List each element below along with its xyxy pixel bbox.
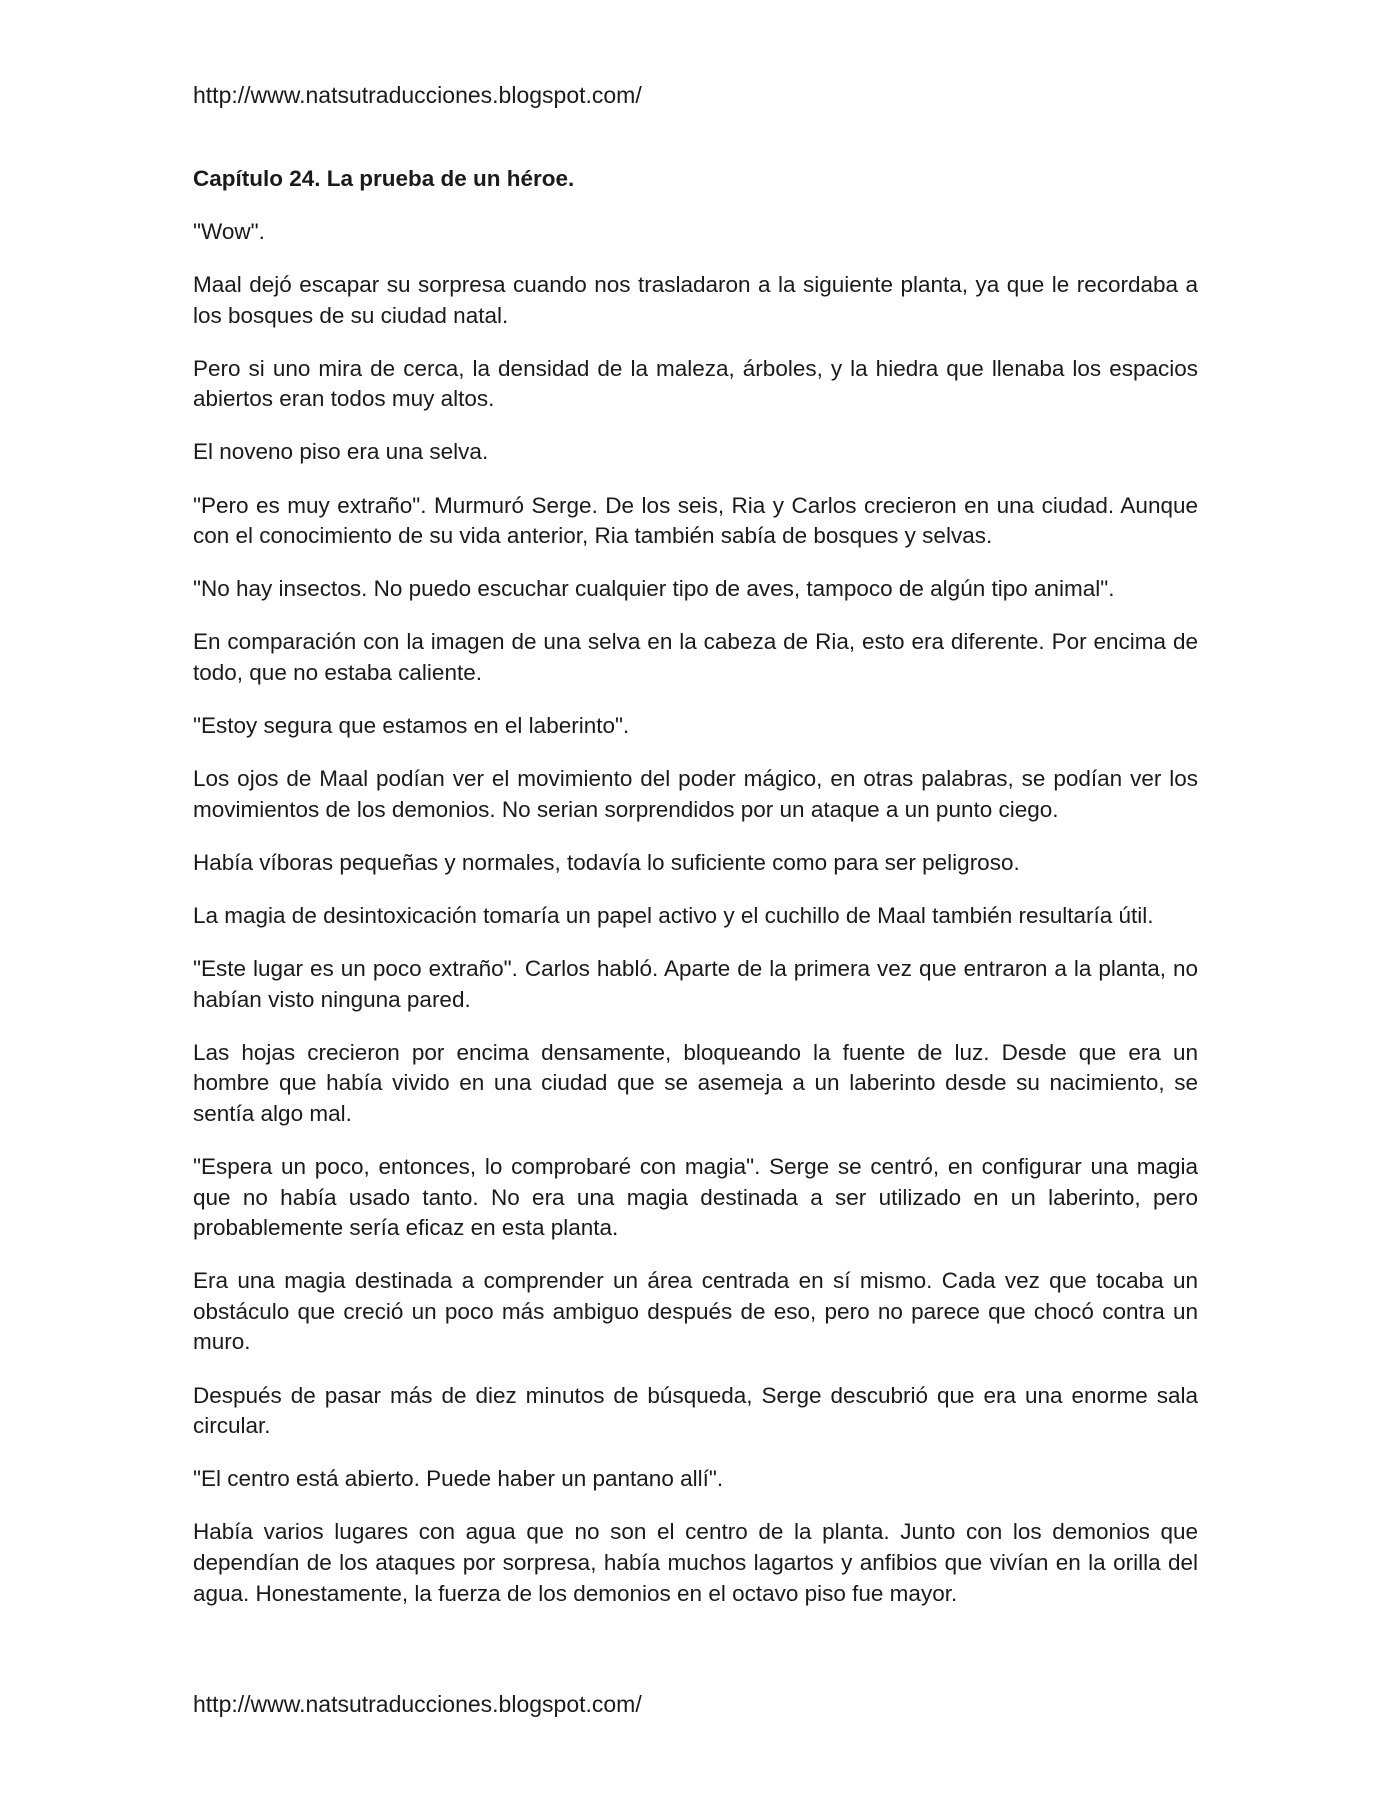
chapter-title: Capítulo 24. La prueba de un héroe. <box>193 166 575 191</box>
paragraph: Pero si uno mira de cerca, la densidad de la maleza, árboles, y la hiedra que llenaba los espacios abiertos eran todos muy altos. <box>193 355 1198 412</box>
header-url: http://www.natsutraducciones.blogspot.com/ <box>193 82 642 108</box>
paragraph: Maal dejó escapar su sorpresa cuando nos trasladaron a la siguiente planta, ya que le recordaba a los bosques de su ciudad natal. <box>193 272 1198 328</box>
paragraph: "Wow". <box>193 219 265 244</box>
paragraph: "Este lugar es un poco extraño". Carlos habló. Aparte de la primera vez que entraron a la planta, no habían visto ninguna pared. <box>193 956 1198 1012</box>
document-body <box>193 164 1198 1632</box>
paragraph: "No hay insectos. No puedo escuchar cualquier tipo de aves, tampoco de algún tipo animal". <box>193 576 1115 602</box>
paragraph: "Espera un poco, entonces, lo comprobaré con magia". Serge se centró, en configurar una magia que no había usado tanto. No era una magia destinada a ser utilizado en un laberinto, pero probablemente sería eficaz en esta planta. <box>193 1153 1198 1241</box>
paragraph: Había víboras pequeñas y normales, todavía lo suficiente como para ser peligroso. <box>193 849 1020 875</box>
paragraph: Los ojos de Maal podían ver el movimiento del poder mágico, en otras palabras, se podían ver los movimientos de los demonios. No serian sorprendidos por un ataque a un punto ciego. <box>193 766 1198 822</box>
paragraph: Las hojas crecieron por encima densamente, bloqueando la fuente de luz. Desde que era un hombre que había vivido en una ciudad que se asemeja a un laberinto desde su nacimiento, se sentía algo mal. <box>193 1039 1198 1126</box>
paragraph: Era una magia destinada a comprender un área centrada en sí mismo. Cada vez que tocaba un obstáculo que creció un poco más ambiguo después de eso, pero no parece que chocó contra un muro. <box>193 1268 1198 1355</box>
paragraph: La magia de desintoxicación tomaría un papel activo y el cuchillo de Maal también resultaría útil. <box>193 902 1154 928</box>
paragraph: "Estoy segura que estamos en el laberinto". <box>193 713 630 739</box>
paragraph: "El centro está abierto. Puede haber un pantano allí". <box>193 1466 724 1492</box>
paragraph: El noveno piso era una selva. <box>193 439 489 465</box>
paragraph: Había varios lugares con agua que no son el centro de la planta. Junto con los demonios que dependían de los ataques por sorpresa, había muchos lagartos y anfibios que vivían en la orilla del agua. Honestamente, la fuerza de los demonios en el octavo piso fue mayor. <box>193 1519 1198 1606</box>
paragraph: Después de pasar más de diez minutos de búsqueda, Serge descubrió que era una enorme sala circular. <box>193 1382 1198 1439</box>
paragraph: "Pero es muy extraño". Murmuró Serge. De los seis, Ria y Carlos crecieron en una ciudad. Aunque con el conocimiento de su vida anterior, Ria también sabía de bosques y selvas. <box>193 492 1198 549</box>
paragraph: En comparación con la imagen de una selva en la cabeza de Ria, esto era diferente. Por encima de todo, que no estaba caliente. <box>193 629 1198 685</box>
footer-url: http://www.natsutraducciones.blogspot.com/ <box>193 1691 642 1717</box>
